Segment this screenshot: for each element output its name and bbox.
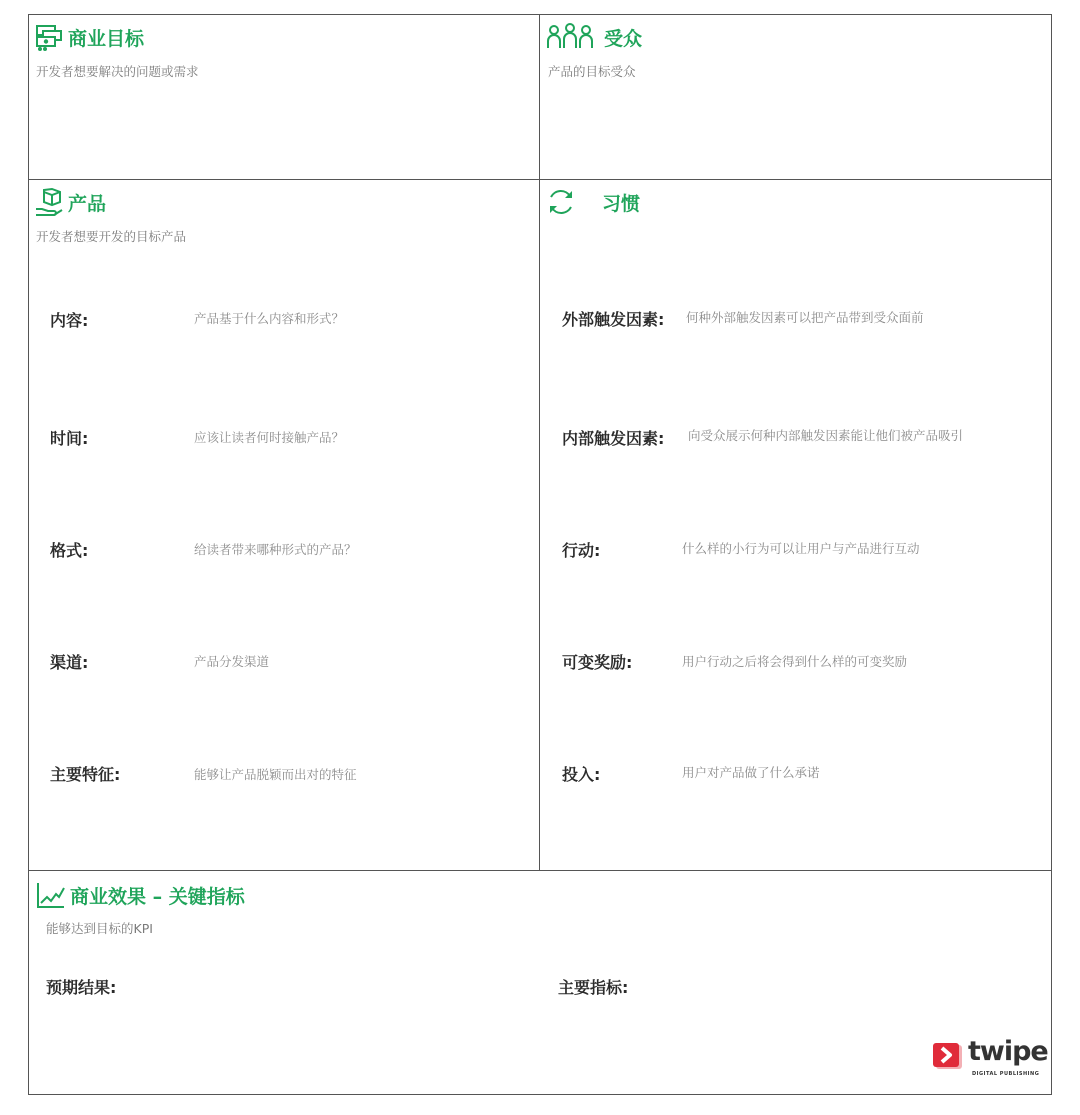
- audience-title: 受众: [604, 27, 643, 50]
- people-group-icon: [546, 22, 594, 52]
- habit-investment-label: 投入:: [562, 765, 601, 784]
- habit-variable-reward-label: 可变奖励:: [562, 653, 633, 672]
- twipe-logo-word: twipe: [968, 1036, 1048, 1067]
- habit-investment-desc: 用户对产品做了什么承诺: [682, 765, 820, 780]
- product-format-label: 格式:: [50, 541, 89, 560]
- product-header: [34, 187, 106, 217]
- key-metrics-label: 主要指标:: [558, 978, 629, 997]
- product-time-label: 时间:: [50, 429, 89, 448]
- business-impact-subtitle: 能够达到目标的KPI: [46, 921, 153, 936]
- business-goal-subtitle: 开发者想要解决的问题或需求: [36, 64, 199, 79]
- habit-header: [546, 187, 640, 217]
- audience-header: [546, 22, 642, 52]
- twipe-logo: [932, 1036, 1048, 1082]
- business-goal-title: 商业目标: [68, 27, 145, 50]
- product-content-label: 内容:: [50, 311, 89, 330]
- trend-chart-icon: [36, 880, 66, 910]
- twipe-logo-tagline: DIGITAL PUBLISHING: [972, 1071, 1040, 1077]
- habit-variable-reward-desc: 用户行动之后将会得到什么样的可变奖励: [682, 654, 908, 669]
- habit-external-trigger-desc: 何种外部触发因素可以把产品带到受众面前: [686, 310, 924, 325]
- product-time-desc: 应该让读者何时接触产品？: [194, 430, 345, 445]
- divider-top-row: [28, 179, 1052, 180]
- divider-column: [539, 14, 540, 871]
- habit-action-label: 行动:: [562, 541, 601, 560]
- product-subtitle: 开发者想要开发的目标产品: [36, 229, 187, 244]
- product-format-desc: 给读者带来哪种形式的产品？: [194, 542, 357, 557]
- money-stack-icon: [34, 22, 64, 52]
- habit-action-desc: 什么样的小行为可以让用户与产品进行互动: [682, 541, 920, 556]
- box-in-hand-icon: [34, 187, 64, 217]
- business-goal-header: [34, 22, 144, 52]
- cycle-arrows-icon: [546, 187, 576, 217]
- habit-external-trigger-label: 外部触发因素:: [562, 310, 665, 329]
- divider-bottom-row: [28, 870, 1052, 871]
- habit-internal-trigger-label: 内部触发因素:: [562, 429, 665, 448]
- habit-title: 习惯: [602, 192, 641, 215]
- product-channel-desc: 产品分发渠道: [194, 654, 270, 669]
- business-impact-title: 商业效果 – 关键指标: [70, 885, 245, 908]
- product-channel-label: 渠道:: [50, 653, 89, 672]
- product-title: 产品: [68, 192, 107, 215]
- expected-results-label: 预期结果:: [46, 978, 117, 997]
- product-feature-desc: 能够让产品脱颖而出对的特征: [194, 767, 357, 782]
- product-content-desc: 产品基于什么内容和形式？: [194, 311, 345, 326]
- product-feature-label: 主要特征:: [50, 765, 121, 784]
- habit-internal-trigger-desc: 向受众展示何种内部触发因素能让他们被产品吸引: [688, 428, 964, 443]
- audience-subtitle: 产品的目标受众: [548, 64, 636, 79]
- business-impact-header: [36, 880, 245, 910]
